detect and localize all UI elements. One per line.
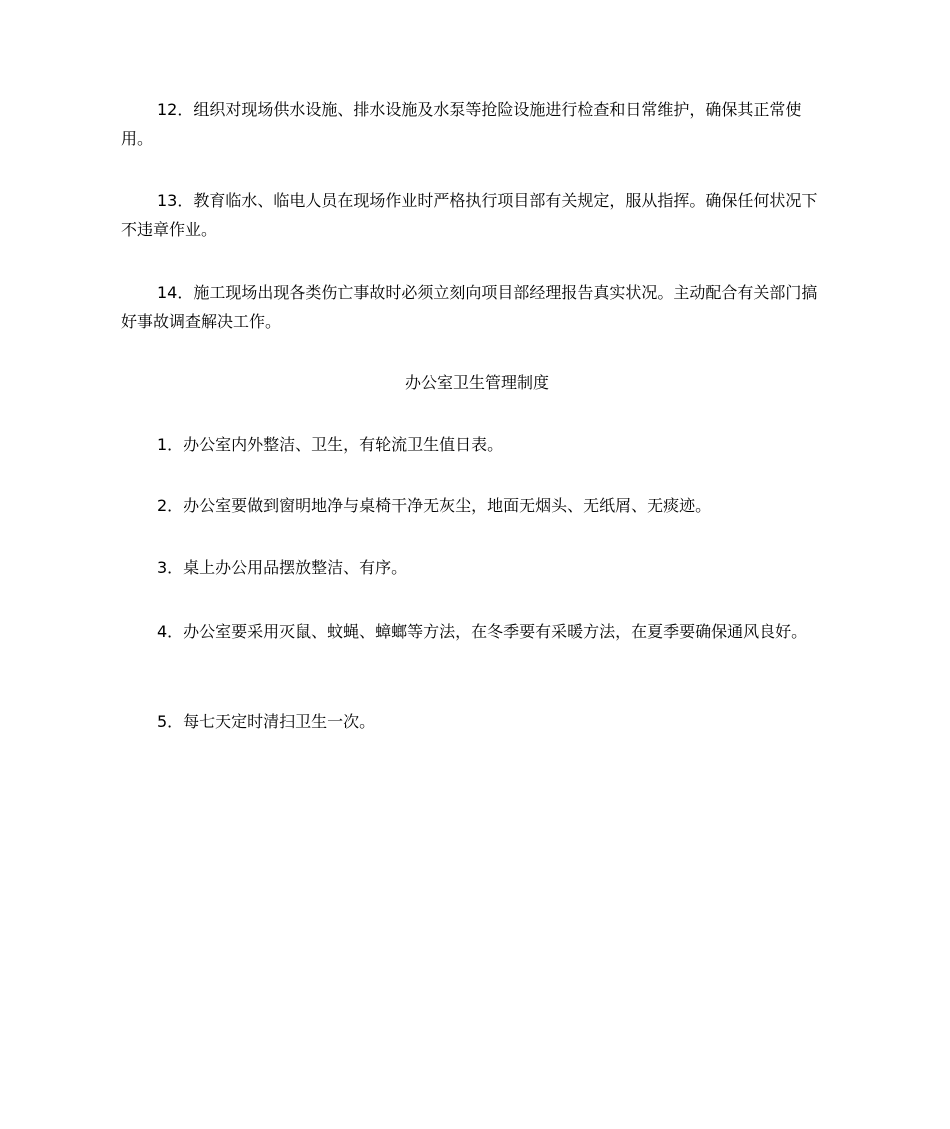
rule-1: 1．办公室内外整洁、卫生，有轮流卫生值日表。 [157,435,504,454]
paragraph-13: 13．教育临水、临电人员在现场作业时严格执行项目部有关规定，服从指挥。确保任何状况下不违章作业。 [121,191,818,239]
paragraph-12: 12．组织对现场供水设施、排水设施及水泵等抢险设施进行检查和日常维护，确保其正常使用。 [121,100,802,148]
rule-5: 5．每七天定时清扫卫生一次。 [157,712,376,731]
section-title: 办公室卫生管理制度 [404,373,549,392]
rule-4: 4．办公室要采用灭鼠、蚊蝇、蟑螂等方法，在冬季要有采暖方法，在夏季要确保通风良好。 [157,622,808,641]
rule-3: 3．桌上办公用品摆放整洁、有序。 [157,558,408,577]
paragraph-14: 14．施工现场出现各类伤亡事故时必须立刻向项目部经理报告真实状况。主动配合有关部门搞好事故调查解决工作。 [121,283,818,331]
rule-2: 2．办公室要做到窗明地净与桌椅干净无灰尘，地面无烟头、无纸屑、无痰迹。 [157,496,712,515]
